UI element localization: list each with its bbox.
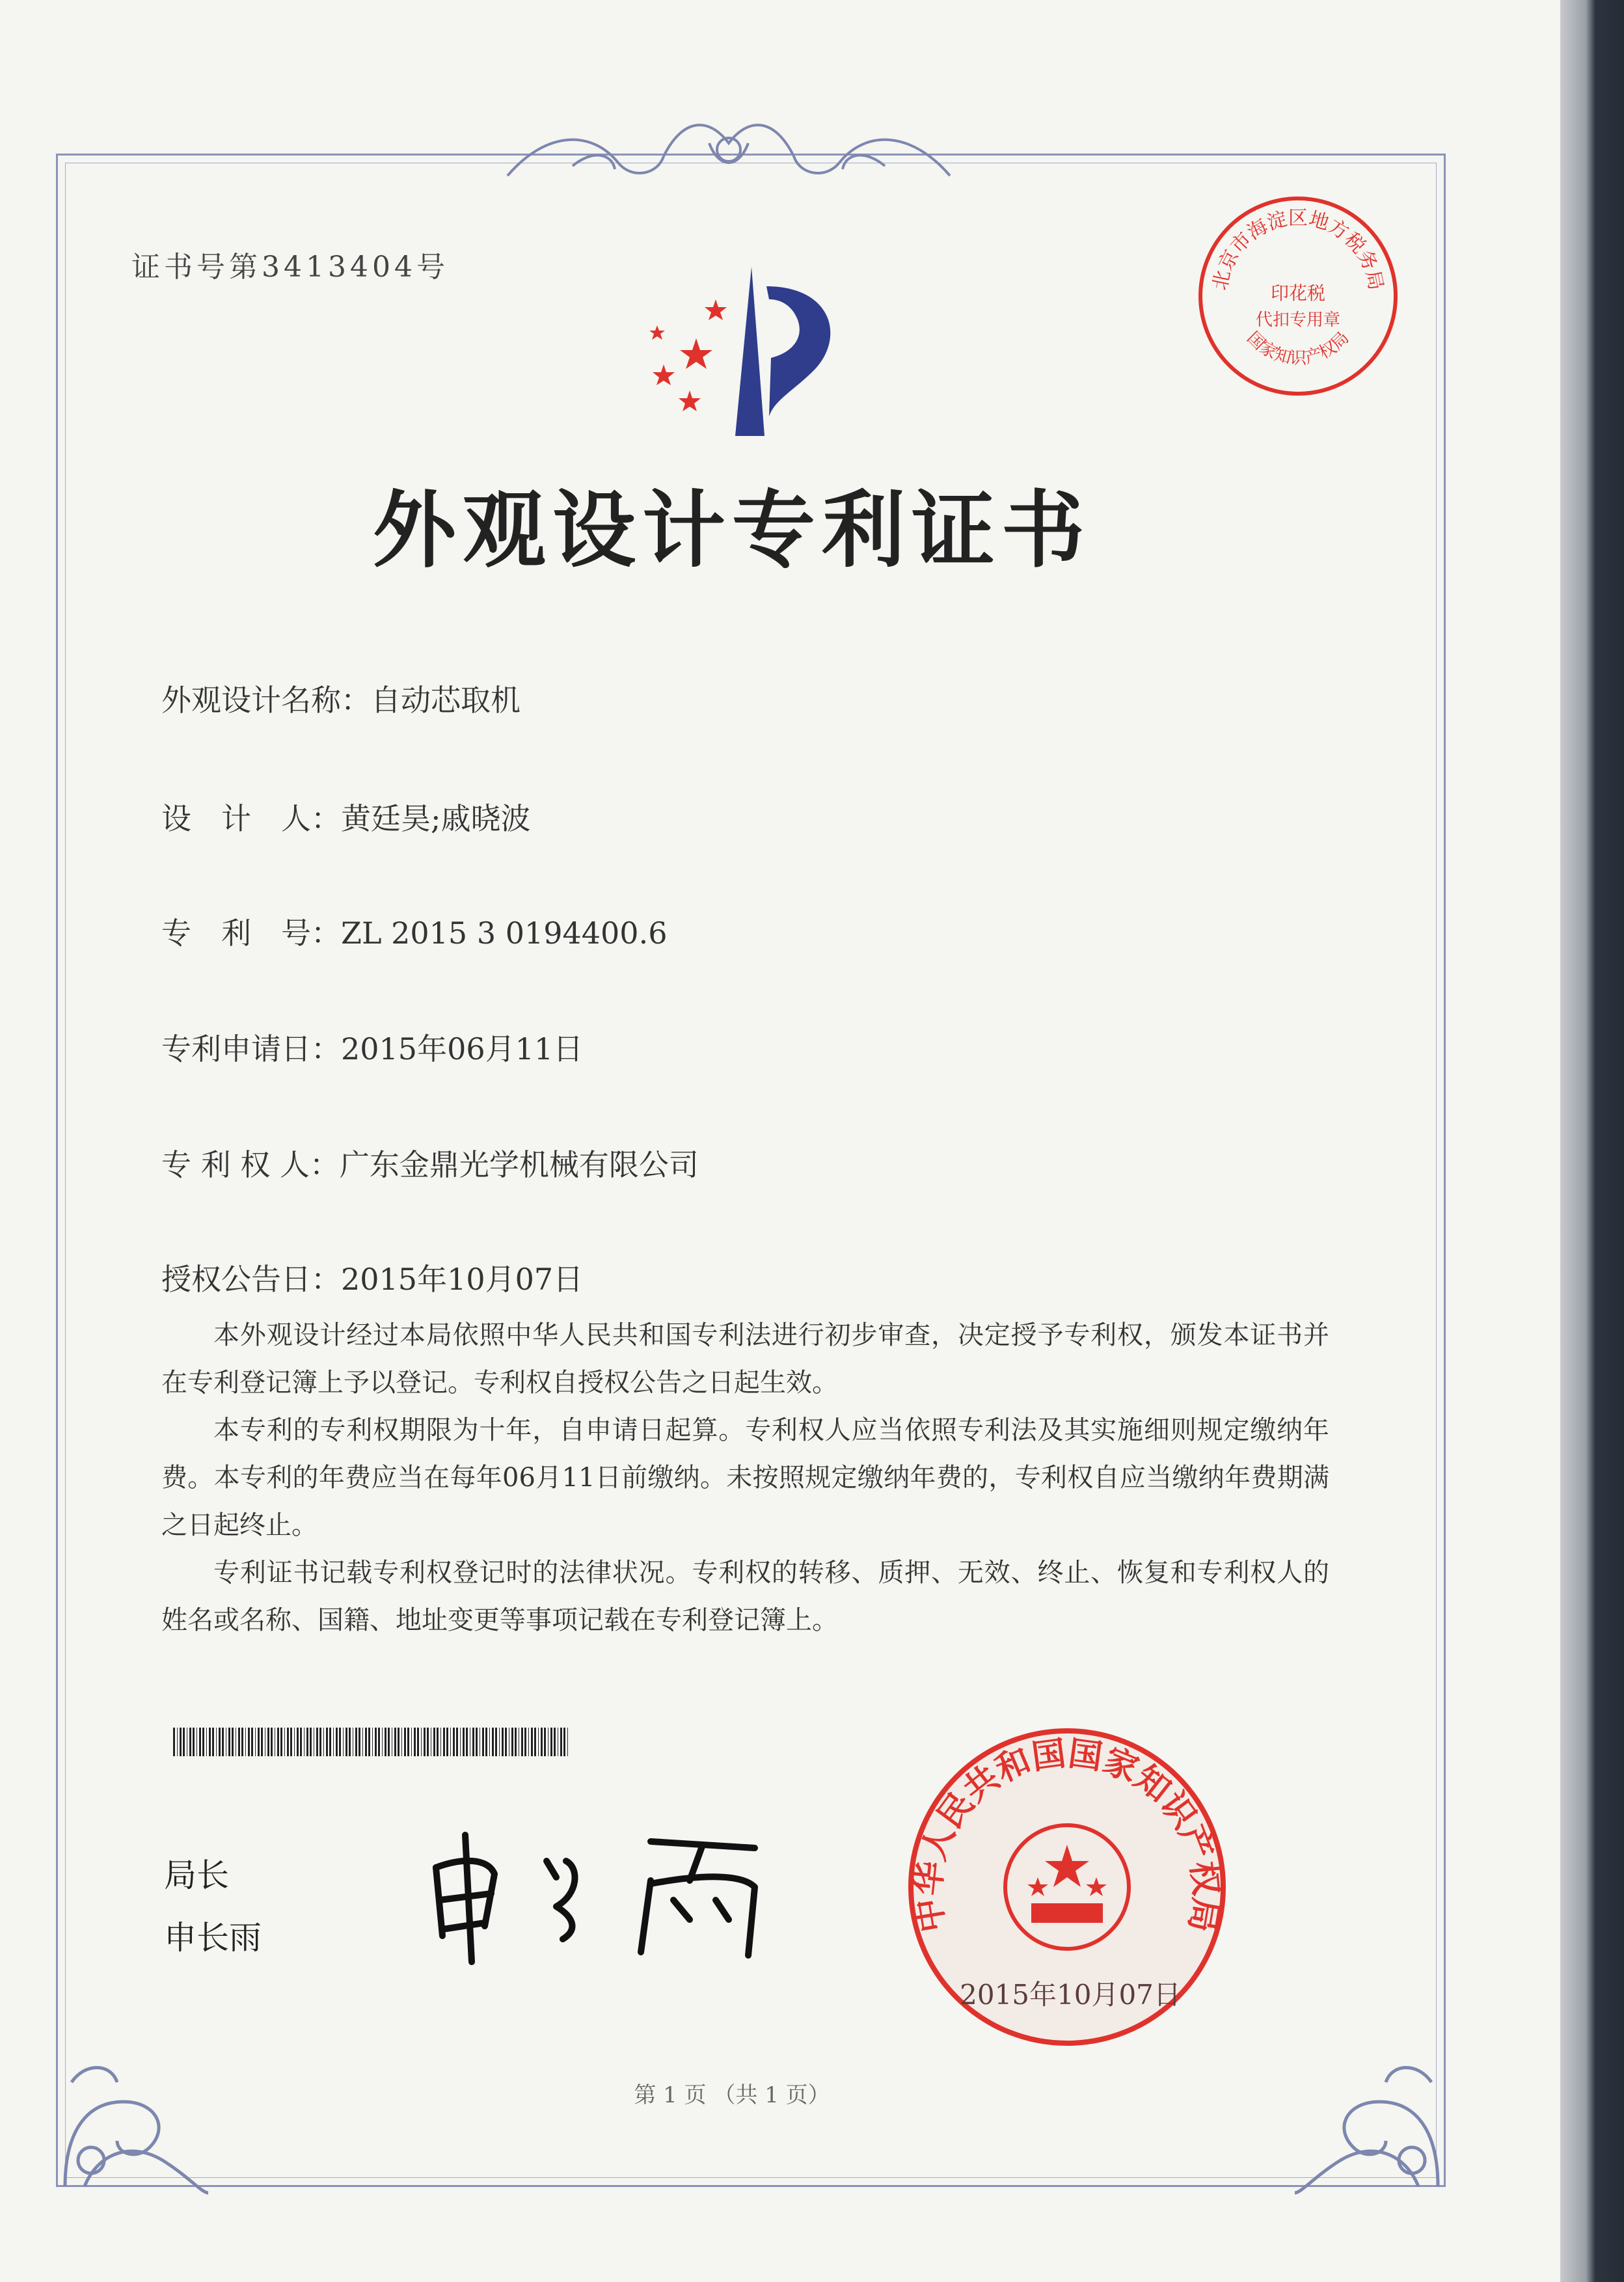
paragraph: 本专利的专利权期限为十年，自申请日起算。专利权人应当依照专利法及其实施细则规定缴纳年费。本专利的年费应当在每年06月11日前缴纳。未按照规定缴纳年费的，专利权自应当缴纳年费期满之日起终止。 bbox=[161, 1415, 1329, 1540]
paragraph: 本外观设计经过本局依照中华人民共和国专利法进行初步审查，决定授予专利权，颁发本证书并在专利登记簿上予以登记。专利权自授权公告之日起生效。 bbox=[161, 1320, 1329, 1398]
official-seal-ring-text: 中华人民共和国国家知识产权局 bbox=[908, 1734, 1226, 1935]
svg-text:国家知识产权局 bbox=[1243, 328, 1353, 368]
field-value: 黄廷昊;戚晓波 bbox=[341, 801, 531, 836]
tax-stamp-bottom-text: 国家知识产权局 bbox=[1243, 328, 1353, 368]
field-value: 广东金鼎光学机械有限公司 bbox=[339, 1147, 699, 1182]
field-grant-date bbox=[161, 1256, 583, 1299]
field-label: 专 利 号： bbox=[161, 916, 341, 951]
field-label: 专利申请日： bbox=[161, 1031, 341, 1066]
certificate-body bbox=[161, 1312, 1329, 1644]
binding-edge bbox=[1560, 0, 1624, 2282]
page-number: 第 1 页 （共 1 页） bbox=[634, 2082, 830, 2108]
page-title: 外观设计专利证书 bbox=[372, 482, 1091, 579]
top-ornament-icon bbox=[494, 104, 963, 202]
field-label: 外观设计名称： bbox=[161, 683, 371, 718]
handwritten-signature bbox=[416, 1822, 781, 1972]
certificate-number: 证书号第3413404号 bbox=[131, 251, 449, 284]
official-seal bbox=[898, 1718, 1236, 2056]
field-filing-date bbox=[161, 1026, 583, 1068]
tax-stamp-center-2: 代扣专用章 bbox=[1255, 310, 1341, 330]
paragraph: 专利证书记载专利权登记时的法律状况。专利权的转移、质押、无效、终止、恢复和专利权人的姓名或名称、国籍、地址变更等事项记载在专利登记簿上。 bbox=[161, 1558, 1329, 1635]
field-patent-number bbox=[161, 910, 667, 953]
field-value: 自动芯取机 bbox=[371, 683, 521, 718]
sipo-logo-icon bbox=[618, 260, 865, 449]
field-label: 专 利 权 人： bbox=[161, 1147, 340, 1182]
field-value: ZL 2015 3 0194400.6 bbox=[341, 916, 668, 951]
field-design-name bbox=[161, 677, 521, 720]
tax-stamp-center-1: 印花税 bbox=[1270, 282, 1326, 304]
field-value: 2015年06月11日 bbox=[341, 1031, 584, 1066]
field-value: 2015年10月07日 bbox=[341, 1262, 584, 1297]
signatory-name: 申长雨 bbox=[164, 1919, 262, 1957]
tax-stamp bbox=[1191, 189, 1405, 403]
signatory-title: 局长 bbox=[164, 1856, 229, 1894]
field-patentee bbox=[161, 1141, 699, 1184]
field-label: 设 计 人： bbox=[161, 801, 341, 836]
official-seal-date: 2015年10月07日 bbox=[960, 1979, 1181, 2011]
tax-stamp-ring-text: 北京市海淀区地方税务局 bbox=[1208, 207, 1388, 292]
barcode bbox=[173, 1728, 569, 1756]
field-designer bbox=[161, 795, 531, 838]
field-label: 授权公告日： bbox=[161, 1262, 341, 1297]
